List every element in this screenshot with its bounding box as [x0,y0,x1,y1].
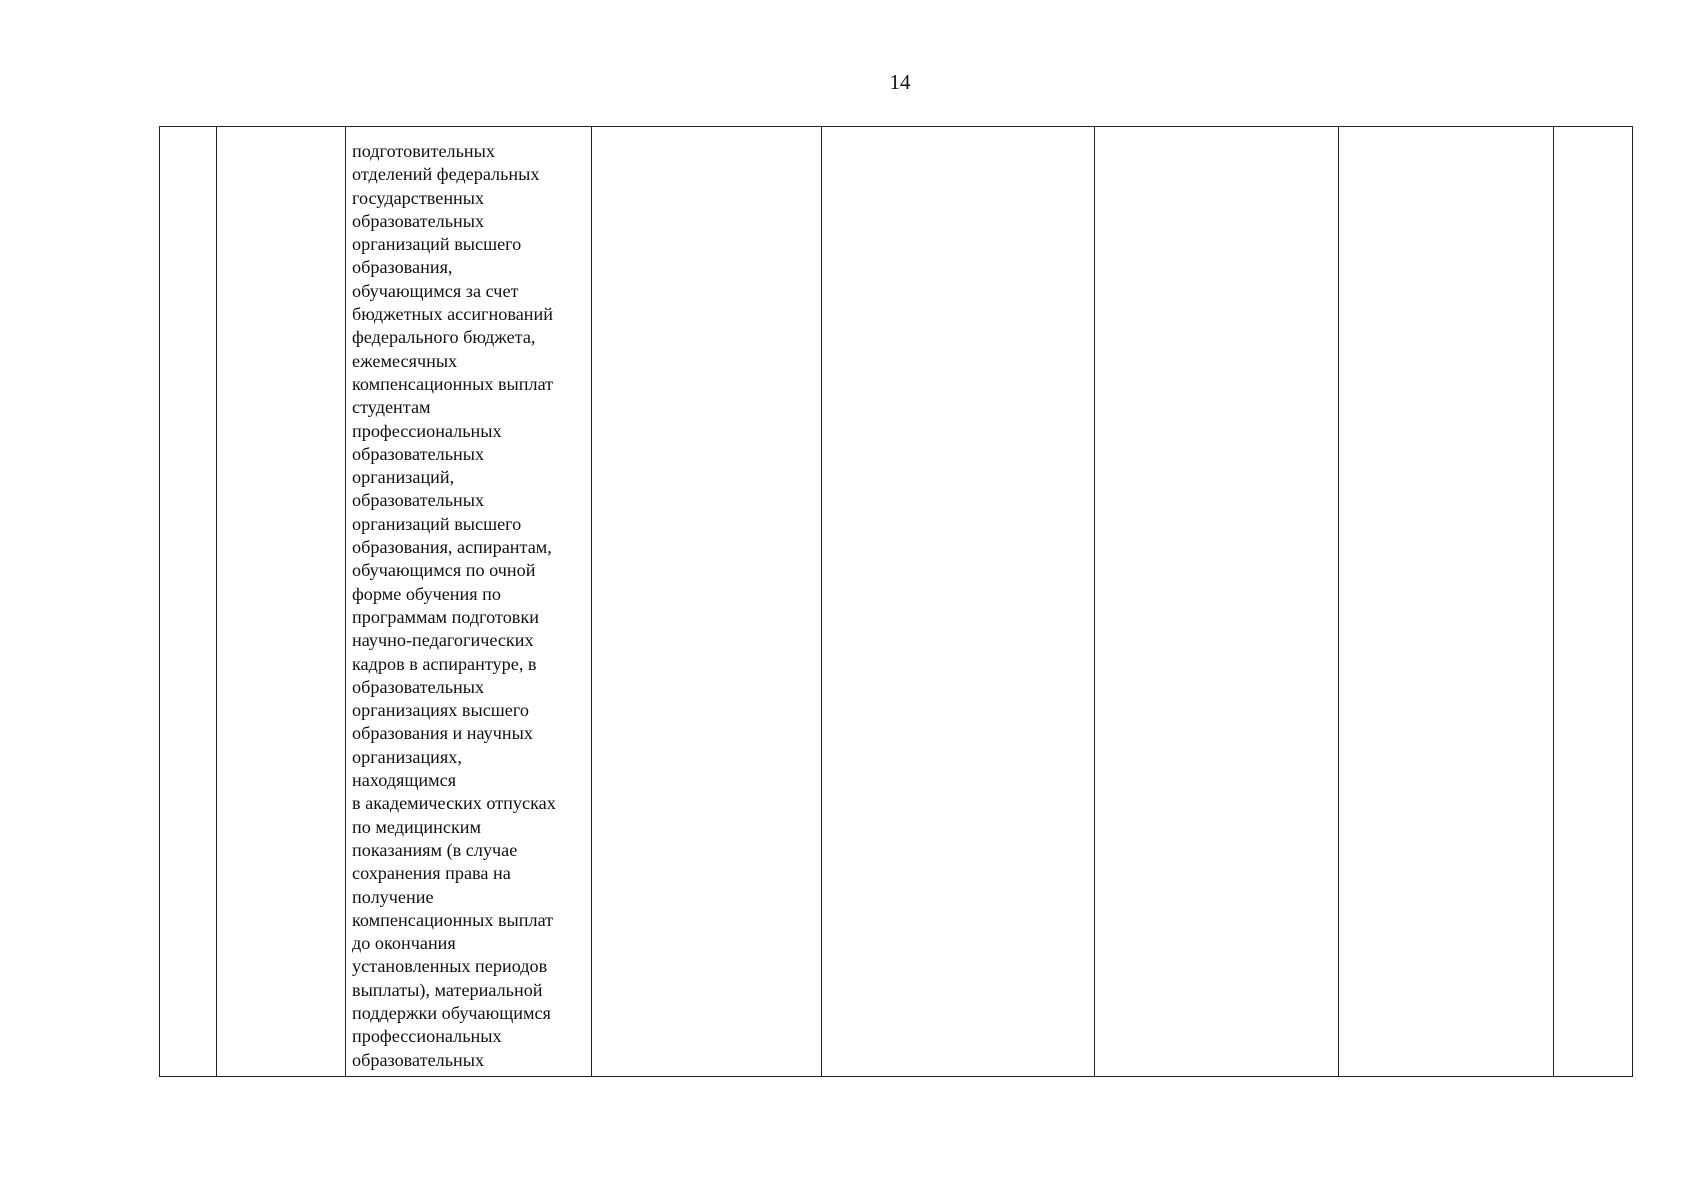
document-table [159,126,1633,1077]
table-cell-col5 [822,127,1095,1077]
text-line: образования и научных [352,723,533,744]
text-line: установленных периодов [352,956,548,977]
text-line: образовательных [352,676,485,697]
text-line: государственных [352,187,485,208]
text-line: образования, [352,257,453,278]
text-line: подготовительных [352,141,495,161]
text-line: образовательных [352,1049,485,1070]
table-cell-col7 [1339,127,1554,1077]
table-cell-col4 [592,127,822,1077]
text-line: студентам [352,397,431,418]
text-line: по медицинским [352,816,482,837]
text-line: до окончания [352,933,456,954]
text-line: организациях высшего [352,700,529,721]
text-line: сохранения права на [352,863,511,884]
table-row [160,127,1633,1077]
text-line: образовательных [352,490,485,511]
table-cell-col8 [1554,127,1633,1077]
text-line: образовательных [352,443,485,464]
text-line: находящимся [352,770,457,791]
text-line: профессиональных [352,1026,502,1047]
text-line: бюджетных ассигнований [352,304,553,325]
text-line: ежемесячных [352,350,458,371]
text-line: профессиональных [352,420,502,441]
page-number: 14 [889,70,911,94]
text-line: организациях, [352,746,462,767]
table-cell-col6 [1095,127,1339,1077]
text-line: компенсационных выплат [352,909,554,930]
text-line: форме обучения по [352,583,501,604]
text-line: выплаты), материальной [352,979,543,1000]
text-line: в академических отпусках [352,793,556,814]
text-line: образовательных [352,210,485,231]
text-line: показаниям (в случае [352,839,518,860]
table-cell-col2 [217,127,346,1077]
table-cell-col3 [346,127,592,1077]
text-line: отделений федеральных [352,164,540,185]
text-line: федерального бюджета, [352,327,536,348]
text-line: компенсационных выплат [352,373,554,394]
text-line: поддержки обучающимся [352,1002,551,1023]
text-line: кадров в аспирантуре, в [352,653,537,674]
text-line: образования, аспирантам, [352,537,552,558]
text-line: научно-педагогических [352,630,534,651]
cell-text-col3 [346,127,591,1072]
text-line: организаций высшего [352,513,522,534]
text-line: организаций высшего [352,234,522,255]
text-line: обучающимся за счет [352,280,519,301]
text-line: программам подготовки [352,606,539,627]
text-line: обучающимся по очной [352,560,536,581]
text-line: организаций, [352,467,455,488]
table-cell-col1 [160,127,217,1077]
text-line: получение [352,886,434,907]
